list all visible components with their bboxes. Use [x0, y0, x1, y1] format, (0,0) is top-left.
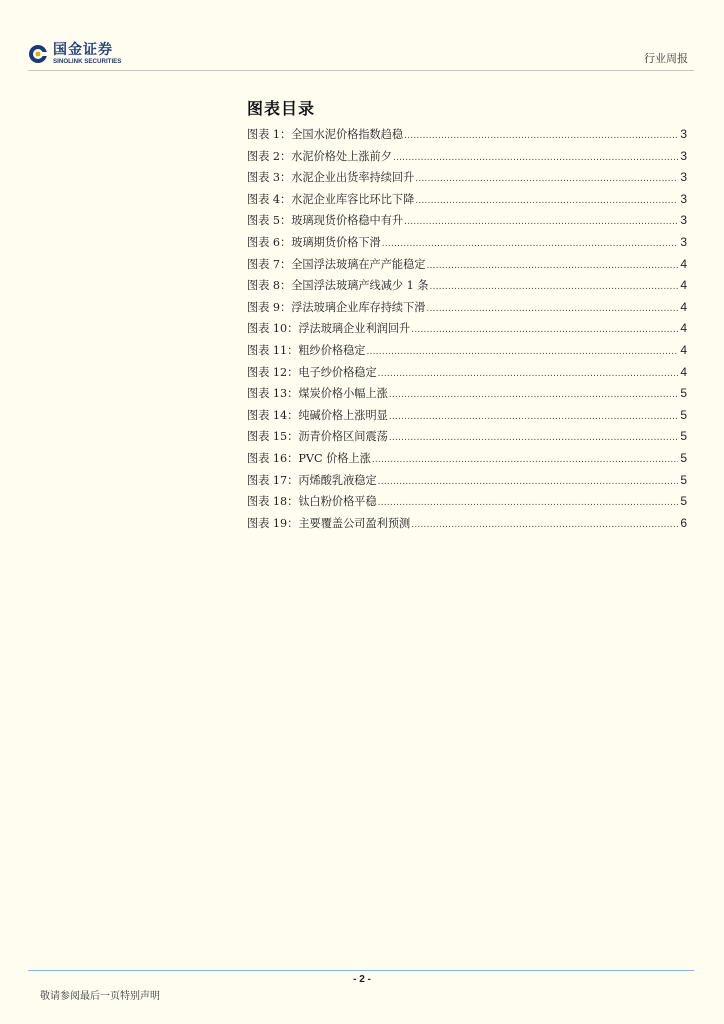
toc-entry-label: 图表 1：全国水泥价格指数趋稳: [247, 128, 404, 141]
toc-dot-leader: [411, 514, 678, 536]
toc-entry-page: 3: [680, 234, 687, 249]
toc-dot-leader: [427, 298, 679, 320]
toc-dot-leader: [393, 147, 678, 169]
toc-entry-page: 5: [680, 494, 687, 509]
toc-entry-label: 图表 7：全国浮法玻璃在产产能稳定: [247, 257, 426, 271]
page-header: [28, 40, 694, 68]
toc-title: 图表目录: [247, 99, 316, 118]
toc-entry-page: 4: [680, 342, 687, 357]
toc-entry-page: 3: [680, 127, 687, 141]
toc-entry[interactable]: [247, 426, 687, 448]
toc-entry[interactable]: [247, 513, 687, 535]
toc-dot-leader: [378, 492, 679, 514]
logo-english-name: SINOLINK SECURITIES: [53, 57, 122, 65]
toc-entry[interactable]: [247, 318, 687, 340]
toc-entry-page: 5: [680, 450, 687, 465]
toc-dot-leader: [389, 427, 678, 449]
toc-entry-label: 图表 3：水泥企业出货率持续回升: [247, 171, 415, 185]
toc-dot-leader: [404, 211, 678, 233]
toc-entry-label: 图表 14：纯碱价格上涨明显: [247, 408, 388, 422]
toc-entry-label: 图表 12：电子纱价格稳定: [247, 365, 377, 379]
toc-entry-label: 图表 9：浮法玻璃企业库存持续下滑: [247, 300, 426, 314]
page-number: - 2 -: [353, 974, 371, 985]
toc-entry[interactable]: [247, 254, 687, 276]
toc-entry[interactable]: [247, 491, 687, 513]
toc-entry[interactable]: [247, 405, 687, 427]
toc-entry[interactable]: [247, 210, 687, 232]
toc-entry-page: 5: [680, 407, 687, 422]
toc-entry[interactable]: [247, 448, 687, 470]
toc-entry[interactable]: [247, 340, 687, 362]
toc-dot-leader: [430, 276, 679, 298]
toc-dot-leader: [378, 471, 679, 493]
toc-entry-page: 3: [680, 170, 687, 185]
toc-entry-label: 图表 4：水泥企业库容比环比下降: [247, 192, 415, 206]
toc-entry[interactable]: [247, 383, 687, 405]
toc-dot-leader: [404, 125, 678, 147]
toc-dot-leader: [389, 406, 678, 428]
toc-entry[interactable]: [247, 189, 687, 211]
toc-entry-label: 图表 8：全国浮法玻璃产线减少 1 条: [247, 279, 429, 293]
toc-entry[interactable]: [247, 470, 687, 492]
toc-entry-page: 5: [680, 472, 687, 487]
toc-entry-label: 图表 17：丙烯酸乳液稳定: [247, 473, 377, 487]
sinolink-logo-icon: [28, 44, 48, 64]
toc-entry-page: 4: [680, 321, 687, 336]
toc-entry[interactable]: [247, 232, 687, 254]
toc-entry-label: 图表 5：玻璃现货价格稳中有升: [247, 214, 404, 228]
toc-dot-leader: [382, 233, 679, 255]
toc-entry[interactable]: [247, 275, 687, 297]
toc-entry-page: 6: [680, 515, 687, 530]
toc-entry-label: 图表 18：钛白粉价格平稳: [247, 495, 377, 509]
disclaimer-note: 敬请参阅最后一页特别声明: [40, 991, 160, 1002]
toc-entry-label: 图表 13：煤炭价格小幅上涨: [247, 387, 388, 401]
toc-entry-label: 图表 11：粗纱价格稳定: [247, 343, 366, 357]
toc-entry-page: 3: [680, 213, 687, 228]
toc-entry[interactable]: [247, 167, 687, 189]
toc-dot-leader: [389, 384, 678, 406]
report-type-label: 行业周报: [644, 52, 688, 65]
toc-dot-leader: [415, 168, 678, 190]
toc-entry-page: 4: [680, 364, 687, 379]
logo-chinese-name: 国金证券: [53, 41, 113, 58]
toc-entry-label: 图表 19：主要覆盖公司盈利预测: [247, 516, 411, 530]
toc-entry[interactable]: [247, 146, 687, 168]
toc-entry-page: 3: [680, 148, 687, 163]
toc-entry-label: 图表 6：玻璃期货价格下滑: [247, 235, 381, 249]
toc-entry-page: 5: [680, 429, 687, 444]
toc-entry-label: 图表 10：浮法玻璃企业利润回升: [247, 322, 411, 336]
toc-dot-leader: [372, 449, 678, 471]
toc-dot-leader: [378, 363, 679, 385]
toc-entry-page: 4: [680, 278, 687, 293]
toc-entry-page: 4: [680, 256, 687, 271]
header-divider: [28, 70, 694, 71]
toc-entry-page: 4: [680, 299, 687, 314]
toc-dot-leader: [415, 190, 678, 212]
toc-dot-leader: [411, 319, 678, 341]
toc-entry[interactable]: [247, 362, 687, 384]
toc-entry[interactable]: [247, 297, 687, 319]
company-logo: [28, 40, 121, 68]
toc-entry-label: 图表 2：水泥价格处上涨前夕: [247, 149, 392, 163]
toc-dot-leader: [366, 341, 678, 363]
footer-divider: [28, 970, 694, 971]
toc-entry-label: 图表 15：沥青价格区间震荡: [247, 430, 388, 444]
toc-entry[interactable]: [247, 124, 687, 146]
figure-toc-list: [247, 124, 687, 534]
toc-entry-label: 图表 16：PVC 价格上涨: [247, 451, 371, 465]
toc-entry-page: 3: [680, 191, 687, 206]
toc-entry-page: 5: [680, 386, 687, 401]
toc-dot-leader: [427, 255, 679, 277]
